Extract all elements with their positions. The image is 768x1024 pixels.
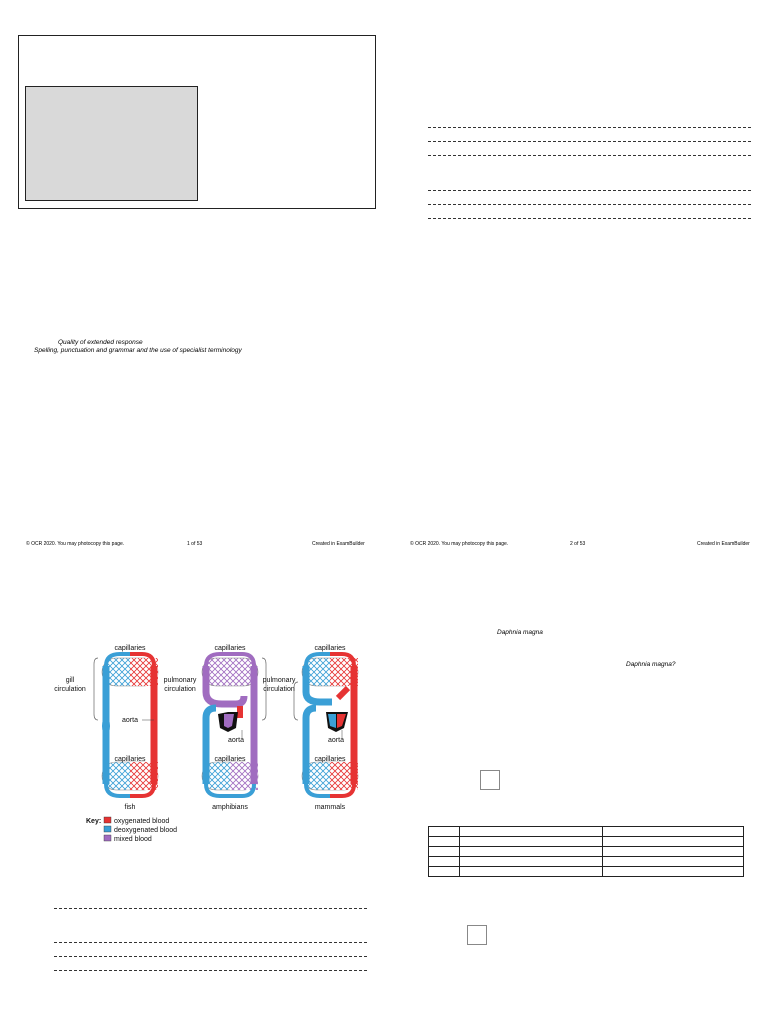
footer-created-1: Created in ExamBuilder (312, 541, 365, 547)
species-name: Daphnia magna (497, 629, 543, 636)
label-capillaries: capillaries (314, 756, 346, 763)
answer-line[interactable] (54, 908, 367, 909)
quality-subtitle: Spelling, punctuation and grammar and the use of specialist terminology (34, 347, 242, 354)
mammal-circuit (302, 654, 358, 796)
footer-page-1: 1 of 53 (187, 541, 203, 547)
answer-line[interactable] (54, 970, 367, 971)
answer-checkbox[interactable] (480, 770, 500, 790)
label-aorta: aorta (122, 717, 138, 724)
table-row (429, 847, 744, 857)
answer-line[interactable] (54, 956, 367, 957)
label-capillaries: capillaries (114, 756, 146, 763)
grey-image-placeholder (25, 86, 198, 201)
data-table (428, 826, 744, 877)
label-amphibians: amphibians (212, 804, 248, 811)
answer-checkbox[interactable] (467, 925, 487, 945)
label-fish: fish (124, 804, 136, 811)
table-row (429, 857, 744, 867)
label-circulation: circulation (54, 686, 86, 693)
label-circulation: circulation (164, 686, 196, 693)
key-swatch-oxygenated (104, 817, 111, 823)
footer-copyright-2: © OCR 2020. You may photocopy this page. (410, 541, 509, 547)
fish-circuit (102, 654, 158, 796)
key-title: Key: (86, 818, 102, 825)
footer-page-2: 2 of 53 (570, 541, 586, 547)
table-row (429, 827, 744, 837)
key-oxygenated: oxygenated blood (114, 818, 170, 825)
key-deoxygenated: deoxygenated blood (114, 827, 178, 834)
footer-created-2: Created in ExamBuilder (697, 541, 750, 547)
label-circulation: circulation (263, 686, 295, 693)
label-capillaries: capillaries (214, 645, 246, 652)
label-aorta: aorta (328, 737, 344, 744)
answer-line[interactable] (54, 942, 367, 943)
answer-line[interactable] (428, 218, 751, 219)
table-row (429, 837, 744, 847)
key-swatch-deoxygenated (104, 826, 111, 832)
label-mammals: mammals (314, 804, 346, 811)
label-capillaries: capillaries (114, 645, 146, 652)
label-capillaries: capillaries (214, 756, 246, 763)
quality-title: Quality of extended response (58, 339, 143, 346)
answer-line[interactable] (428, 141, 751, 142)
answer-line[interactable] (428, 204, 751, 205)
label-pulmonary: pulmonary (163, 677, 197, 684)
label-gill: gill (65, 677, 75, 684)
label-pulmonary: pulmonary (262, 677, 296, 684)
table-row (429, 867, 744, 877)
key-mixed: mixed blood (114, 836, 152, 843)
footer-copyright-1: © OCR 2020. You may photocopy this page. (26, 541, 125, 547)
circulation-diagram (50, 642, 370, 848)
label-capillaries: capillaries (314, 645, 346, 652)
amphibian-circuit (202, 654, 258, 796)
label-aorta: aorta (228, 737, 244, 744)
species-question: Daphnia magna? (626, 661, 676, 668)
answer-line[interactable] (428, 190, 751, 191)
answer-line[interactable] (428, 127, 751, 128)
answer-line[interactable] (428, 155, 751, 156)
key-swatch-mixed (104, 835, 111, 841)
